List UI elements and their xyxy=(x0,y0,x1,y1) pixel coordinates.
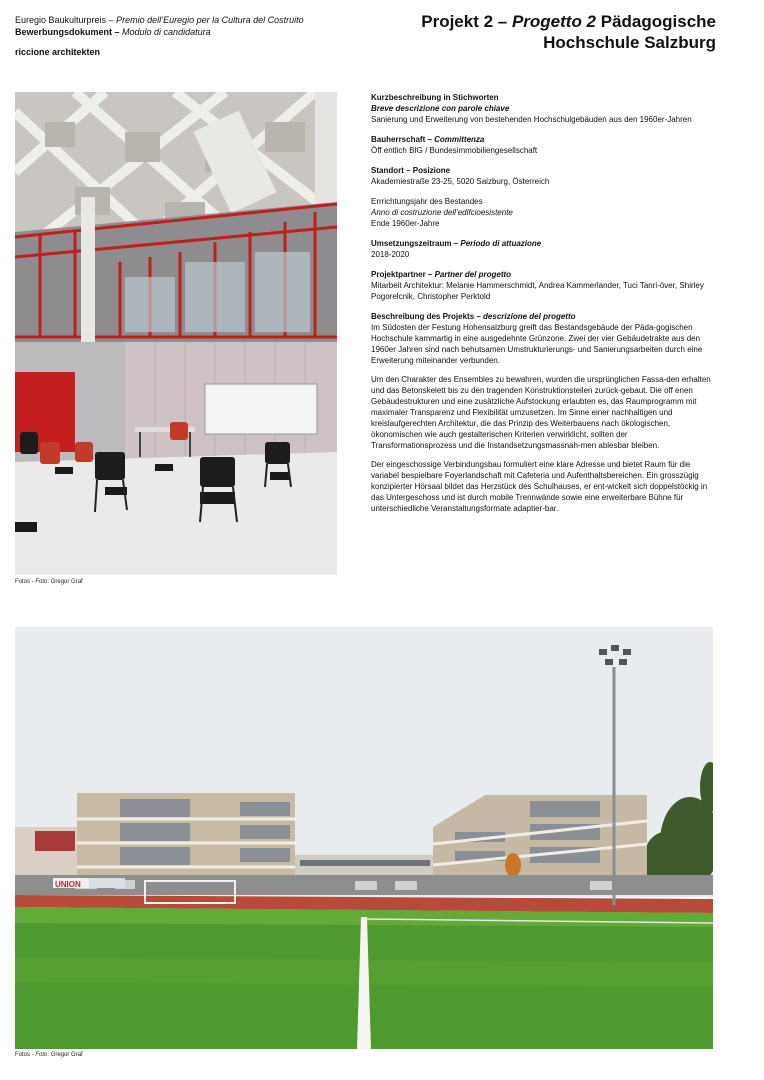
doc-type-de: Bewerbungsdokument xyxy=(15,27,113,37)
client-text: Öff entlich BIG / Bundesimmobiliengesellschaft xyxy=(371,146,538,155)
title-line-2: Hochschule Salzburg xyxy=(543,33,716,52)
title-italic: Progetto 2 xyxy=(511,12,597,31)
photo-caption-1: Fotos - Foto: Gregor Graf xyxy=(15,579,83,585)
description-paragraph-1: Im Südosten der Festung Hohensalzburg greift das Bestandsgebäude der Päda-gogischen Hochschule kammartig in eine ausgedehnte Grünzone. Zwei der vier Gebäudetrakte aus den 1960er Jahren sind nach behutsamen Umstrukturierungs- und Sanierungsarbeiten durch eine Erweiterung miteinander verbunden. xyxy=(371,323,703,365)
location-text: Akademiestraße 23-25, 5020 Salzburg, Österreich xyxy=(371,177,550,186)
exterior-photo xyxy=(15,627,713,1049)
document-header xyxy=(15,14,304,38)
interior-photo xyxy=(15,92,337,575)
partners-text: Mitarbeit Architektur: Melanie Hammerschmidt, Andrea Kammerlander, Tuci Tanri-över, Shirley Pogorelcnik, Christopher Perktold xyxy=(371,281,704,301)
prize-name-it: Premio dell’Euregio per la Cultura del Costruito xyxy=(116,15,304,25)
year-heading-it: Anno di costruzione dell’edifcioesistente xyxy=(371,208,513,217)
prize-name-de: Euregio Baukulturpreis xyxy=(15,15,107,25)
interior-photo-image xyxy=(15,92,337,575)
photo-caption-2: Fotos - Foto: Gregor Graf xyxy=(15,1052,83,1058)
description-paragraph-2: Um den Charakter des Ensembles zu bewahren, wurden die ursprünglichen Fassa-den erhalten und das Betonskelett bis zu den tragenden Konstruktionsteilen zurück-gebaut. Die off enen Gebäudestrukturen und eine zusätzliche Aufstockung erlaubten es, das Raumprogramm mit maximaler Transparenz und Flexibilität umzusetzen. Im Sinne einer nachhaltigen und kreislaufgerechten Architektur, die das Prinzip des Weiterbauens nach ökologischen, ökonomischen wie auch gestalterischen Kriterien verwirklicht, sollten der Transformationsprozess und die Instandsetzungsmassnah-men ablesbar bleiben. xyxy=(371,375,711,450)
exterior-photo-image xyxy=(15,627,713,1049)
project-info xyxy=(371,92,711,514)
short-desc-text: Sanierung und Erweiterung von bestehenden Hochschulgebäuden aus den 1960er-Jahren xyxy=(371,115,692,124)
office-name: riccione architekten xyxy=(15,47,101,57)
partners-heading: Projektpartner – Partner del progetto xyxy=(371,270,512,279)
short-desc-heading-it: Breve descrizione con parole chiave xyxy=(371,104,510,113)
description-paragraph-3: Der eingeschossige Verbindungsbau formuliert eine klare Adresse und bietet Raum für die variabel bespielbare Foyerlandschaft mit Cafeteria und Aufenthaltsbereichen. Ein grosszügig konzipierter Hörsaal bildet das Herzstück des Schulhauses, er ent-wickelt sich doppelstöckig in das Untergeschoss und ist durch mobile Trennwände sowie eine erweiterbare Bühne für unterschiedliche Veranstaltungsformate adaptier-bar. xyxy=(371,460,708,513)
year-heading: Errrichtungsjahr des Bestandes xyxy=(371,197,483,206)
header-line-1: Euregio Baukulturpreis – Premio dell’Euregio per la Cultura del Costruito xyxy=(15,15,304,25)
doc-type-it: Modulo di candidatura xyxy=(122,27,211,37)
short-desc-heading: Kurzbeschreibung in Stichworten xyxy=(371,93,499,102)
period-text: 2018-2020 xyxy=(371,250,410,259)
location-heading: Standort – Posizione xyxy=(371,166,451,175)
union-banner: UNION xyxy=(55,880,81,889)
year-text: Ende 1960er-Jahre xyxy=(371,219,440,228)
client-heading: Bauherrschaft – Committenza xyxy=(371,135,485,144)
page-title: Projekt 2 – Progetto 2 Pädagogische Hochschule Salzburg xyxy=(421,12,716,52)
description-heading: Beschreibung des Projekts – descrizione del progetto xyxy=(371,312,576,321)
period-heading: Umsetzungszeitraum – Periodo di attuazione xyxy=(371,239,542,248)
header-line-2: Bewerbungsdokument – Modulo di candidatura xyxy=(15,27,211,37)
